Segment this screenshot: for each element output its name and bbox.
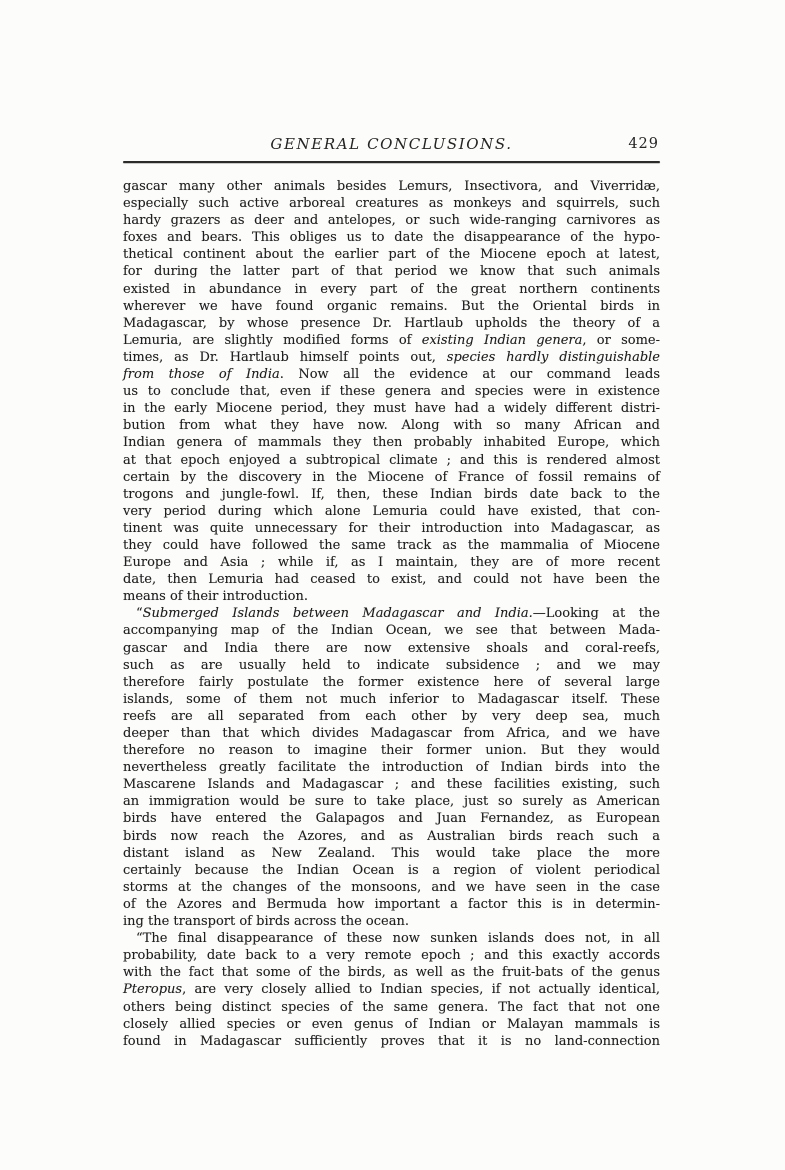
text-segment: , are very closely allied to Indian species, if not actually identical,: [182, 982, 660, 998]
text-line: [123, 503, 660, 520]
text-segment: therefore fairly postulate the former existence here of several large: [123, 674, 660, 690]
text-line: [123, 332, 660, 349]
text-segment: an immigration would be sure to take place, just so surely as American: [123, 794, 660, 810]
text-segment: Indian genera of mammals they then probably inhabited Europe, which: [123, 435, 660, 451]
text-line: [123, 640, 660, 657]
body-text: [123, 178, 660, 1050]
text-line: [123, 281, 660, 298]
text-line: [123, 246, 660, 263]
text-segment: accompanying map of the Indian Ocean, we see that between Mada-: [123, 623, 660, 639]
text-line: [123, 776, 660, 793]
text-segment: birds have entered the Galapagos and Juan Fernandez, as European: [123, 811, 660, 827]
text-segment: birds now reach the Azores, and as Australian birds reach such a: [123, 828, 660, 844]
text-segment: date, then Lemuria had ceased to exist, and could not have been the: [123, 572, 660, 588]
text-line: [123, 349, 660, 366]
text-segment: others being distinct species of the same genera. The fact that not one: [123, 999, 660, 1015]
text-line: [123, 315, 660, 332]
text-line: [123, 622, 660, 639]
text-segment: foxes and bears. This obliges us to date the disappearance of the hypo-: [123, 230, 660, 246]
text-segment: especially such active arboreal creatures as monkeys and squirrels, such: [123, 196, 660, 212]
running-head: GENERAL CONCLUSIONS.: [270, 135, 513, 153]
text-line: [123, 195, 660, 212]
text-line: [123, 605, 660, 622]
text-line: [123, 793, 660, 810]
italic-text-segment: species hardly distinguishable: [446, 349, 660, 365]
text-line: [123, 571, 660, 588]
text-segment: times, as Dr. Hartlaub himself points out,: [123, 349, 447, 365]
text-segment: deeper than that which divides Madagascar from Africa, and we have: [123, 726, 660, 741]
text-segment: for during the latter part of that period we know that such animals: [123, 264, 660, 280]
text-segment: “: [136, 606, 143, 622]
text-segment: tinent was quite unnecessary for their introduction into Madagascar, as: [123, 520, 660, 536]
text-line: [123, 400, 660, 417]
text-line: [123, 178, 660, 195]
text-segment: storms at the changes of the monsoons, and we have seen in the case: [123, 879, 660, 895]
text-segment: hardy grazers as deer and antelopes, or such wide-ranging carnivores as: [123, 213, 660, 229]
text-line: [123, 759, 660, 776]
text-segment: Lemuria, are slightly modified forms of: [123, 332, 422, 348]
text-segment: gascar many other animals besides Lemurs, Insectivora, and Viverridæ,: [123, 179, 660, 194]
text-segment: such as are usually held to indicate subsidence ; and we may: [123, 657, 660, 673]
text-segment: found in Madagascar sufficiently proves that it is no land-connection: [123, 1033, 660, 1049]
text-line: [123, 434, 660, 451]
text-line: [123, 981, 660, 998]
text-segment: with the fact that some of the birds, as well as the fruit-bats of the genus: [123, 965, 660, 981]
text-line: [123, 913, 660, 930]
text-segment: they could have followed the same track as the mammalia of Miocene: [123, 537, 660, 553]
text-line: [123, 1016, 660, 1033]
text-segment: existed in abundance in every part of the great northern continents: [123, 281, 660, 297]
text-line: [123, 742, 660, 759]
text-line: [123, 674, 660, 691]
text-segment: wherever we have found organic remains. But the Oriental birds in: [123, 298, 660, 314]
text-line: [123, 947, 660, 964]
text-line: [123, 879, 660, 896]
text-line: [123, 657, 660, 674]
text-segment: thetical continent about the earlier part of the Miocene epoch at latest,: [123, 247, 660, 263]
page-header: [123, 135, 660, 157]
text-segment: probability, date back to a very remote epoch ; and this exactly accords: [123, 948, 660, 964]
text-segment: . Now all the evidence at our command leads: [279, 367, 660, 383]
text-segment: of the Azores and Bermuda how important a factor this is in determin-: [123, 896, 660, 912]
text-line: [123, 486, 660, 503]
italic-text-segment: existing Indian genera: [421, 332, 583, 348]
text-line: [123, 366, 660, 383]
text-line: [123, 520, 660, 537]
text-line: [123, 964, 660, 981]
text-line: [123, 896, 660, 913]
italic-text-segment: Pteropus: [123, 982, 183, 998]
text-line: [123, 588, 660, 605]
text-segment: certain by the discovery in the Miocene of France of fossil remains of: [123, 469, 660, 485]
text-line: [123, 845, 660, 862]
text-line: [123, 708, 660, 725]
text-line: [123, 828, 660, 845]
text-segment: certainly because the Indian Ocean is a region of violent periodical: [123, 862, 660, 878]
italic-text-segment: from those of India: [123, 367, 280, 383]
header-rule: [123, 161, 660, 163]
text-line: [123, 725, 660, 742]
text-line: [123, 212, 660, 229]
text-line: [123, 263, 660, 280]
text-segment: distant island as New Zealand. This would take place the more: [123, 845, 660, 861]
text-line: [123, 452, 660, 469]
text-line: [123, 691, 660, 708]
text-segment: “The final disappearance of these now sunken islands does not, in all: [136, 931, 660, 947]
text-segment: means of their introduction.: [123, 589, 308, 605]
text-line: [123, 298, 660, 315]
text-segment: very period during which alone Lemuria could have existed, that con-: [123, 503, 660, 519]
text-line: [123, 930, 660, 947]
text-segment: therefore no reason to imagine their former union. But they would: [123, 743, 660, 759]
text-segment: Madagascar, by whose presence Dr. Hartlaub upholds the theory of a: [123, 315, 660, 331]
text-segment: us to conclude that, even if these genera and species were in existence: [123, 384, 660, 400]
text-segment: closely allied species or even genus of Indian or Malayan mammals is: [123, 1016, 660, 1032]
page-number: 429: [628, 136, 659, 152]
text-segment: Europe and Asia ; while if, as I maintain, they are of more recent: [123, 555, 660, 571]
text-line: [123, 383, 660, 400]
text-segment: Mascarene Islands and Madagascar ; and these facilities existing, such: [123, 777, 660, 793]
text-line: [123, 1033, 660, 1050]
text-line: [123, 417, 660, 434]
text-segment: bution from what they have now. Along with so many African and: [123, 418, 660, 434]
text-segment: , or some-: [582, 332, 660, 348]
text-line: [123, 469, 660, 486]
text-line: [123, 554, 660, 571]
text-segment: —Looking at the: [532, 606, 661, 622]
italic-text-segment: Submerged Islands between Madagascar and India.: [142, 606, 533, 622]
text-line: [123, 999, 660, 1016]
text-segment: ing the transport of birds across the ocean.: [123, 914, 409, 930]
text-segment: reefs are all separated from each other by very deep sea, much: [123, 708, 660, 724]
text-line: [123, 810, 660, 827]
text-segment: in the early Miocene period, they must have had a widely different distri-: [123, 401, 660, 417]
text-segment: nevertheless greatly facilitate the introduction of Indian birds into the: [123, 760, 660, 776]
text-line: [123, 537, 660, 554]
text-line: [123, 229, 660, 246]
text-segment: at that epoch enjoyed a subtropical climate ; and this is rendered almost: [123, 452, 660, 468]
text-line: [123, 862, 660, 879]
text-segment: islands, some of them not much inferior to Madagascar itself. These: [123, 691, 660, 707]
text-segment: trogons and jungle-fowl. If, then, these Indian birds date back to the: [123, 486, 660, 502]
text-segment: gascar and India there are now extensive shoals and coral-reefs,: [123, 640, 660, 656]
